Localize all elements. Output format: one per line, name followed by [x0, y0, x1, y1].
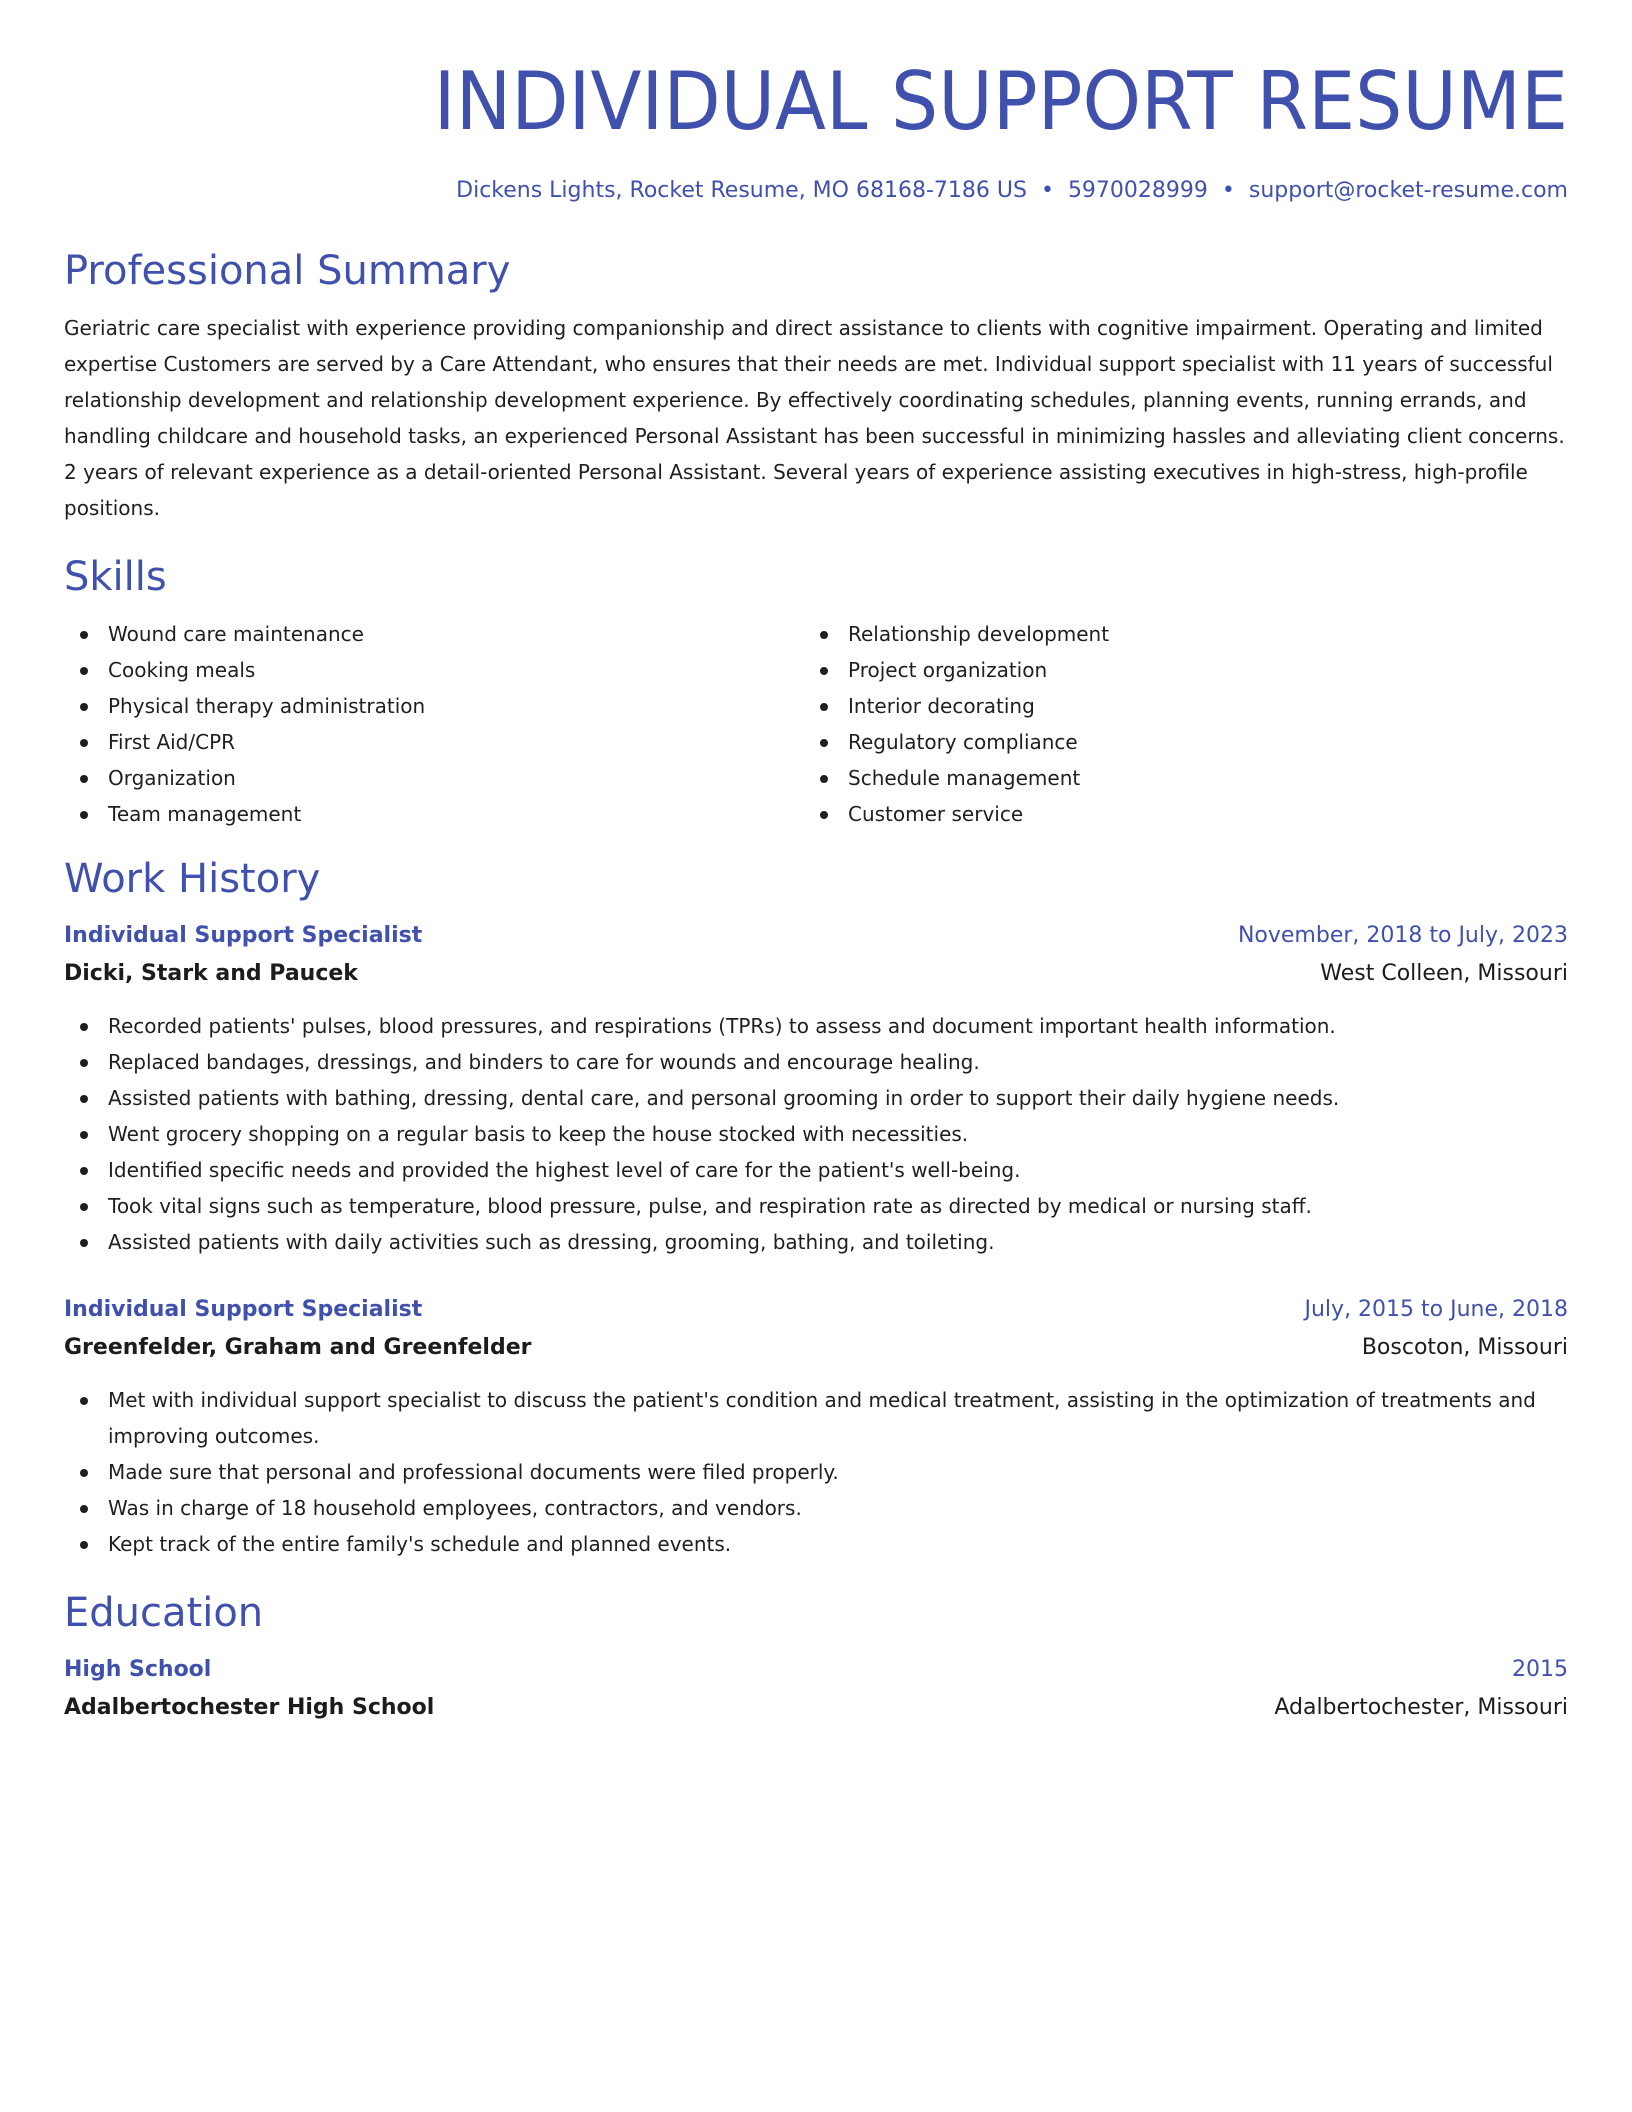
education-heading: Education — [64, 1590, 264, 1636]
job-dates: July, 2015 to June, 2018 — [1304, 1297, 1568, 1322]
education-year: 2015 — [1512, 1657, 1568, 1682]
skill-item: Customer service — [804, 796, 1544, 832]
skills-heading: Skills — [64, 554, 167, 600]
contact-separator: • — [1040, 178, 1054, 203]
contact-phone: 5970028999 — [1067, 178, 1208, 203]
job-duty: Took vital signs such as temperature, blood pressure, pulse, and respiration rate as directed by medical or nursing staff. — [64, 1188, 1568, 1224]
job-title: Individual Support Specialist — [64, 923, 423, 948]
job-location: Boscoton, Missouri — [1361, 1335, 1568, 1360]
job-location: West Colleen, Missouri — [1320, 961, 1568, 986]
job-duty: Identified specific needs and provided the highest level of care for the patient's well-being. — [64, 1152, 1568, 1188]
skills-columns — [64, 616, 1568, 832]
skill-item: Project organization — [804, 652, 1544, 688]
job-header — [64, 1292, 1568, 1328]
job-duty: Went grocery shopping on a regular basis to keep the house stocked with necessities. — [64, 1116, 1568, 1152]
work-history-section — [64, 854, 1568, 1562]
job-entry — [64, 918, 1568, 1260]
skill-item: Regulatory compliance — [804, 724, 1544, 760]
skill-item: Wound care maintenance — [64, 616, 804, 652]
resume-header — [64, 52, 1568, 206]
summary-text: Geriatric care specialist with experience providing companionship and direct assistance to clients with cognitive impairment. Operating and limited expertise Customers are served by a Care Attendant, who ensures that their needs are met. Individual support specialist with 11 years of successful relationship development and relationship development experience. By effectively coordinating schedules, planning events, running errands, and handling childcare and household tasks, an experienced Personal Assistant has been successful in minimizing hassles and alleviating client concerns. 2 years of relevant experience as a detail-oriented Personal Assistant. Several years of experience assisting executives in high-stress, high-profile positions. — [64, 316, 1565, 520]
skill-item: Relationship development — [804, 616, 1544, 652]
education-header — [64, 1652, 1568, 1688]
resume-title: INDIVIDUAL SUPPORT RESUME — [433, 55, 1568, 148]
skill-item: Schedule management — [804, 760, 1544, 796]
contact-address: Dickens Lights, Rocket Resume, MO 68168-7186 US — [456, 178, 1027, 203]
skill-item: Team management — [64, 796, 804, 832]
skill-item: Interior decorating — [804, 688, 1544, 724]
skill-item: First Aid/CPR — [64, 724, 804, 760]
job-subheader — [64, 956, 1568, 992]
summary-section — [64, 246, 1568, 526]
education-subheader — [64, 1690, 1568, 1726]
job-duties-list — [64, 1008, 1568, 1260]
skills-list-right — [804, 616, 1544, 832]
education-section — [64, 1588, 1568, 1726]
contact-separator: • — [1221, 178, 1235, 203]
skills-list-left — [64, 616, 804, 832]
education-entry — [64, 1652, 1568, 1726]
job-title: Individual Support Specialist — [64, 1297, 423, 1322]
summary-heading: Professional Summary — [64, 248, 511, 294]
work-history-heading: Work History — [64, 856, 321, 902]
job-duty: Met with individual support specialist to discuss the patient's condition and medical treatment, assisting in the optimization of treatments and improving outcomes. — [64, 1382, 1568, 1454]
job-duty: Was in charge of 18 household employees, contractors, and vendors. — [64, 1490, 1568, 1526]
skills-section — [64, 552, 1568, 832]
job-duties-list — [64, 1382, 1568, 1562]
job-duty: Assisted patients with daily activities such as dressing, grooming, bathing, and toileting. — [64, 1224, 1568, 1260]
job-duty: Assisted patients with bathing, dressing, dental care, and personal grooming in order to support their daily hygiene needs. — [64, 1080, 1568, 1116]
job-dates: November, 2018 to July, 2023 — [1237, 923, 1568, 948]
education-school: Adalbertochester High School — [64, 1695, 435, 1720]
job-duty: Made sure that personal and professional documents were filed properly. — [64, 1454, 1568, 1490]
job-company: Dicki, Stark and Paucek — [64, 961, 358, 986]
job-duty: Replaced bandages, dressings, and binders to care for wounds and encourage healing. — [64, 1044, 1568, 1080]
job-company: Greenfelder, Graham and Greenfelder — [64, 1335, 532, 1360]
contact-line — [64, 176, 1568, 206]
job-subheader — [64, 1330, 1568, 1366]
education-location: Adalbertochester, Missouri — [1274, 1695, 1568, 1720]
skill-item: Organization — [64, 760, 804, 796]
job-entry — [64, 1292, 1568, 1562]
skill-item: Cooking meals — [64, 652, 804, 688]
contact-email: support@rocket-resume.com — [1248, 178, 1568, 203]
job-duty: Kept track of the entire family's schedule and planned events. — [64, 1526, 1568, 1562]
education-degree: High School — [64, 1657, 212, 1682]
job-duty: Recorded patients' pulses, blood pressures, and respirations (TPRs) to assess and document important health information. — [64, 1008, 1568, 1044]
skill-item: Physical therapy administration — [64, 688, 804, 724]
job-header — [64, 918, 1568, 954]
